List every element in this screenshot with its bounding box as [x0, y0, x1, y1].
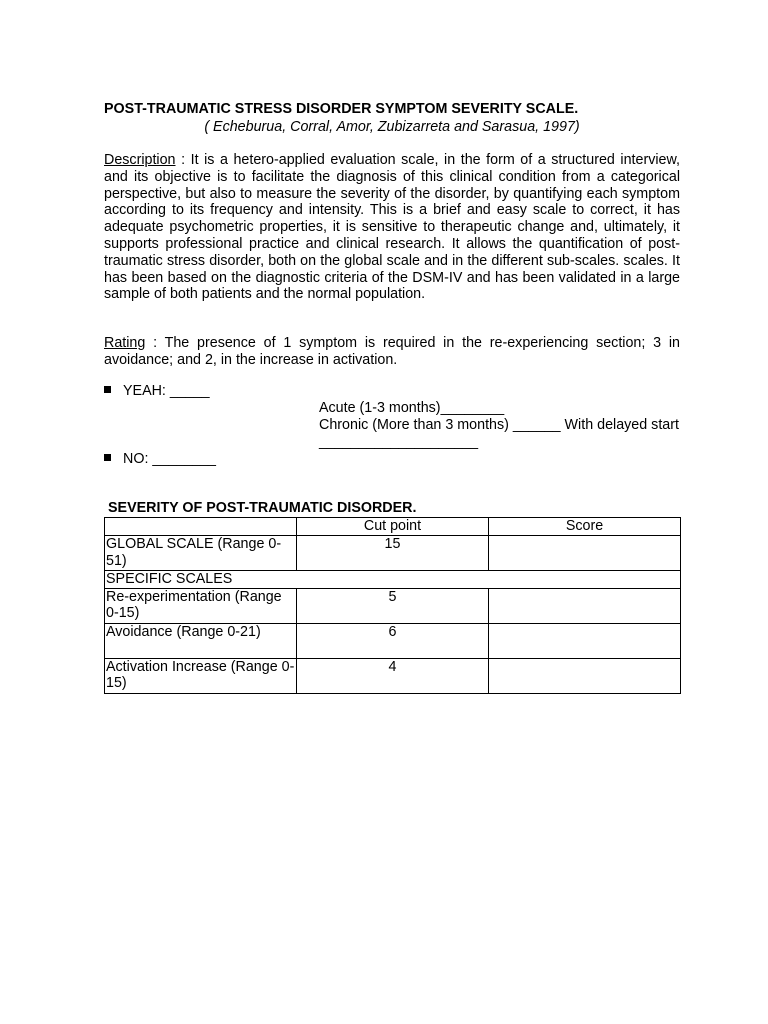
severity-table	[104, 517, 681, 694]
table-row	[105, 623, 681, 658]
rating-paragraph	[104, 335, 680, 369]
rating-text: : The presence of 1 symptom is required in the re-experiencing section; 3 in avoidance; and 2, in the increase in activation.	[104, 335, 680, 368]
no-option	[104, 451, 216, 468]
authors-citation: ( Echeburua, Corral, Amor, Zubizarreta and Sarasua, 1997)	[204, 119, 580, 135]
yes-option	[104, 383, 210, 400]
row-label: SPECIFIC SCALES	[105, 570, 681, 588]
cut-point-value: 6	[297, 623, 489, 658]
row-label: GLOBAL SCALE (Range 0-51)	[105, 535, 297, 570]
table-header-cell	[105, 518, 297, 536]
table-row	[105, 588, 681, 623]
row-label: Activation Increase (Range 0-15)	[105, 658, 297, 693]
cut-point-value: 4	[297, 658, 489, 693]
cut-point-value: 5	[297, 588, 489, 623]
chronic-option: Chronic (More than 3 months) ______ With delayed start ____________________	[319, 416, 679, 450]
score-cell	[489, 658, 681, 693]
severity-title: SEVERITY OF POST-TRAUMATIC DISORDER.	[108, 500, 417, 516]
table-row	[105, 535, 681, 570]
table-row	[105, 570, 681, 588]
score-cell	[489, 588, 681, 623]
page-title: POST-TRAUMATIC STRESS DISORDER SYMPTOM SEVERITY SCALE.	[104, 101, 579, 117]
table-header-cell: Cut point	[297, 518, 489, 536]
table-header-row	[105, 518, 681, 536]
no-option-text: NO: ________	[123, 451, 216, 467]
yes-option-text: YEAH: _____	[123, 383, 210, 399]
row-label	[105, 623, 297, 658]
row-label: Re-experimentation (Range 0-15)	[105, 588, 297, 623]
description-label: Description	[104, 152, 176, 168]
square-bullet-icon	[104, 454, 111, 461]
avoidance-label: Avoidance (Range 0-21)	[106, 623, 261, 640]
acute-option: Acute (1-3 months)________	[319, 400, 505, 416]
rating-label: Rating	[104, 335, 146, 351]
description-text: : It is a hetero-applied evaluation scale, in the form of a structured interview, and its objective is to facilitate the diagnosis of this clinical condition from a categorical perspective, but also to measure the severity of the disorder, by quantifying each symptom according to its frequency and intensity. This is a brief and easy scale to correct, it has adequate psychometric properties, it is sensitive to therapeutic change and, ultimately, it supports professional practice and clinical research. It allows the quantification of post-traumatic stress disorder, both on the global scale and in the different sub-scales. scales. It has been based on the diagnostic criteria of the DSM-IV and has been validated in a large sample of both patients and the normal population.	[104, 152, 680, 303]
table-header-cell: Score	[489, 518, 681, 536]
cut-point-value: 15	[297, 535, 489, 570]
table-row	[105, 658, 681, 693]
description-paragraph	[104, 152, 680, 303]
yes-suboptions	[319, 400, 679, 450]
score-cell	[489, 535, 681, 570]
square-bullet-icon	[104, 386, 111, 393]
score-cell	[489, 623, 681, 658]
